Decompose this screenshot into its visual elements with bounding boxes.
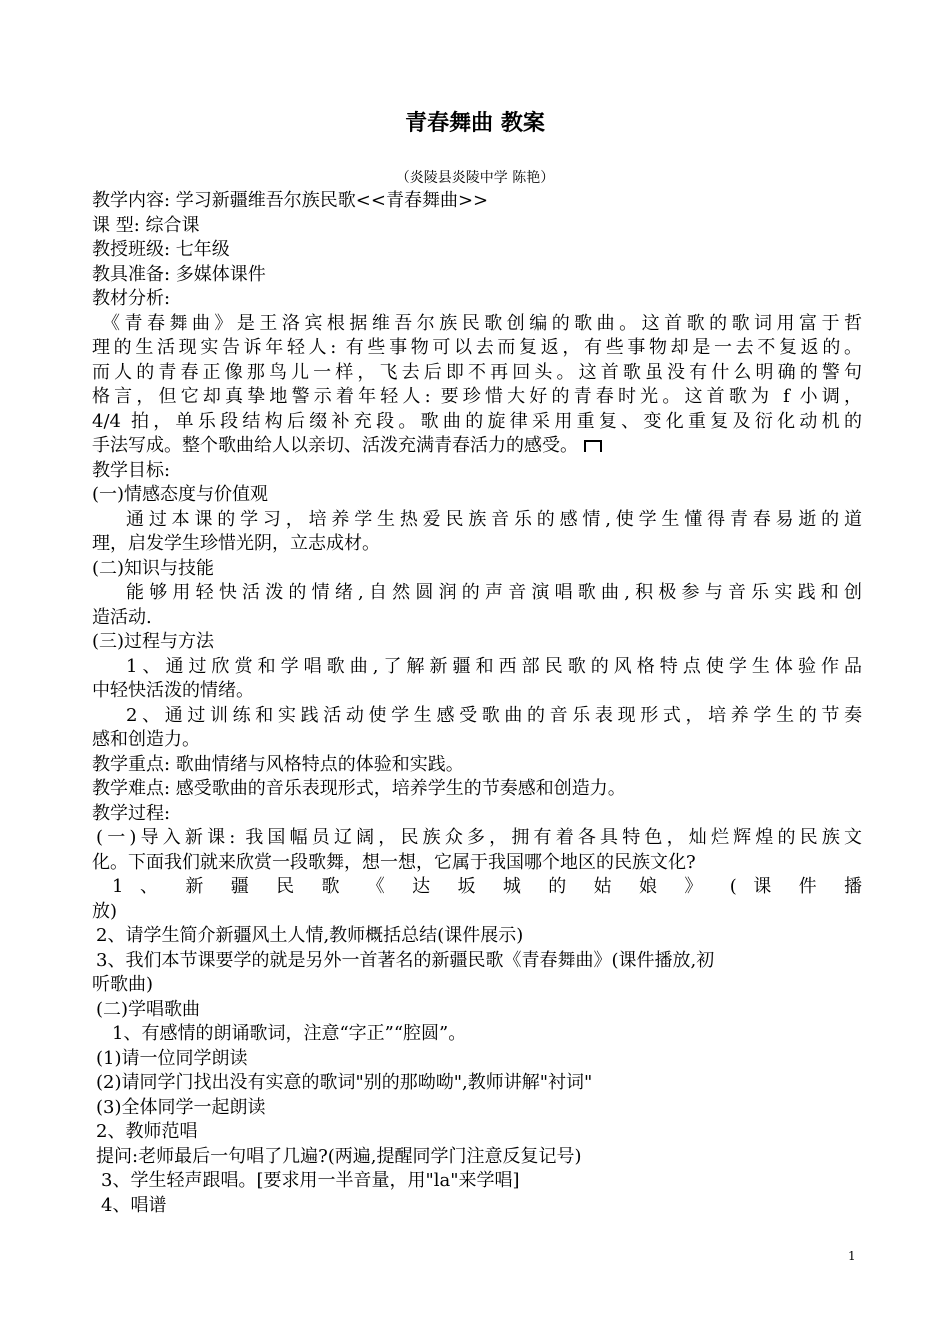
text-line: 理的生活现实告诉年轻人: 有些事物可以去而复返，有些事物却是一去不复返的。 xyxy=(92,337,862,358)
text-line: 2、通过训练和实践活动使学生感受歌曲的音乐表现形式，培养学生的节奏 xyxy=(126,704,862,726)
text-line: 2、教师范唱 xyxy=(96,1121,198,1142)
text-line: 化。下面我们就来欣赏一段歌舞，想一想，它属于我国哪个地区的民族文化? xyxy=(92,851,696,873)
text-line: 1 、 新 疆 民 歌 《 达 坂 城 的 姑 娘 》 ( 课 件 播 xyxy=(112,876,862,897)
text-line: 放) xyxy=(92,900,118,922)
text-line: 3、我们本节课要学的就是另外一首著名的新疆民歌《青春舞曲》(课件播放,初 xyxy=(96,949,715,971)
text-line: 教具准备: 多媒体课件 xyxy=(92,263,266,285)
text-line: (二)知识与技能 xyxy=(92,557,215,579)
text-line: 2、请学生简介新疆风土人情,教师概括总结(课件展示) xyxy=(96,925,524,946)
text-line: 4/4 拍，单乐段结构后缀补充段。歌曲的旋律采用重复、变化重复及衍化动机的 xyxy=(92,410,862,432)
page-number: 1 xyxy=(848,1249,856,1263)
text-line: (二)学唱歌曲 xyxy=(96,998,201,1020)
text-line: 感和创造力。 xyxy=(92,729,200,750)
text-line: 课 型: 综合课 xyxy=(92,214,200,236)
text-line: 中轻快活泼的情绪。 xyxy=(92,680,254,701)
text-line: 提问:老师最后一句唱了几遍?(两遍,提醒同学门注意反复记号) xyxy=(96,1145,582,1167)
text-line: 教学过程: xyxy=(92,802,171,824)
text-line: (三)过程与方法 xyxy=(92,631,215,652)
text-line: 造活动. xyxy=(92,606,152,628)
text-line-content: 手法写成。整个歌曲给人以亲切、活泼充满青春活力的感受。 xyxy=(92,435,578,456)
text-line: 教学重点: 歌曲情绪与风格特点的体验和实践。 xyxy=(92,753,464,775)
text-line: 格言，但它却真挚地警示着年轻人: 要珍惜大好的青春时光。这首歌为 f 小调， xyxy=(92,386,862,407)
text-line: 能够用轻快活泼的情绪,自然圆润的声音演唱歌曲,积极参与音乐实践和创 xyxy=(126,582,862,603)
text-line: 1、有感情的朗诵歌词，注意“字正”“腔圆”。 xyxy=(112,1023,467,1044)
text-line: (1)请一位同学朗读 xyxy=(96,1047,248,1069)
text-line: 而人的青春正像那鸟儿一样，飞去后即不再回头。这首歌虽没有什么明确的警句 xyxy=(92,361,862,383)
text-line: (3)全体同学一起朗读 xyxy=(96,1096,266,1118)
text-line: 4、唱谱 xyxy=(101,1194,167,1216)
text-line xyxy=(92,434,862,459)
text-line: 3、学生轻声跟唱。[要求用一半音量，用"la"来学唱] xyxy=(101,1170,520,1191)
author-line: （炎陵县炎陵中学 陈艳） xyxy=(395,170,555,186)
edit-mark-icon xyxy=(584,440,602,452)
text-line: 《青春舞曲》是王洛宾根据维吾尔族民歌创编的歌曲。这首歌的歌词用富于哲 xyxy=(102,312,862,334)
text-line: 听歌曲) xyxy=(92,974,154,995)
document-body xyxy=(92,189,862,1218)
text-line: 通过本课的学习，培养学生热爱民族音乐的感情,使学生懂得青春易逝的道 xyxy=(126,508,862,530)
text-line: 教学目标: xyxy=(92,459,171,481)
page-title: 青春舞曲 教案 xyxy=(405,111,545,136)
text-line: (一)导入新课: 我国幅员辽阔，民族众多，拥有着各具特色，灿烂辉煌的民族文 xyxy=(96,827,862,848)
text-line: 教学难点: 感受歌曲的音乐表现形式，培养学生的节奏感和创造力。 xyxy=(92,778,626,799)
text-line: 教材分析: xyxy=(92,288,171,309)
text-line: 1、通过欣赏和学唱歌曲,了解新疆和西部民歌的风格特点使学生体验作品 xyxy=(126,655,862,677)
text-line: 教授班级: 七年级 xyxy=(92,239,230,260)
text-line: (2)请同学门找出没有实意的歌词"别的那呦呦",教师讲解"衬词" xyxy=(96,1072,593,1093)
text-line: (一)情感态度与价值观 xyxy=(92,484,269,505)
text-line: 理，启发学生珍惜光阴，立志成材。 xyxy=(92,533,380,554)
text-line: 教学内容: 学习新疆维吾尔族民歌<<青春舞曲>> xyxy=(92,190,489,211)
